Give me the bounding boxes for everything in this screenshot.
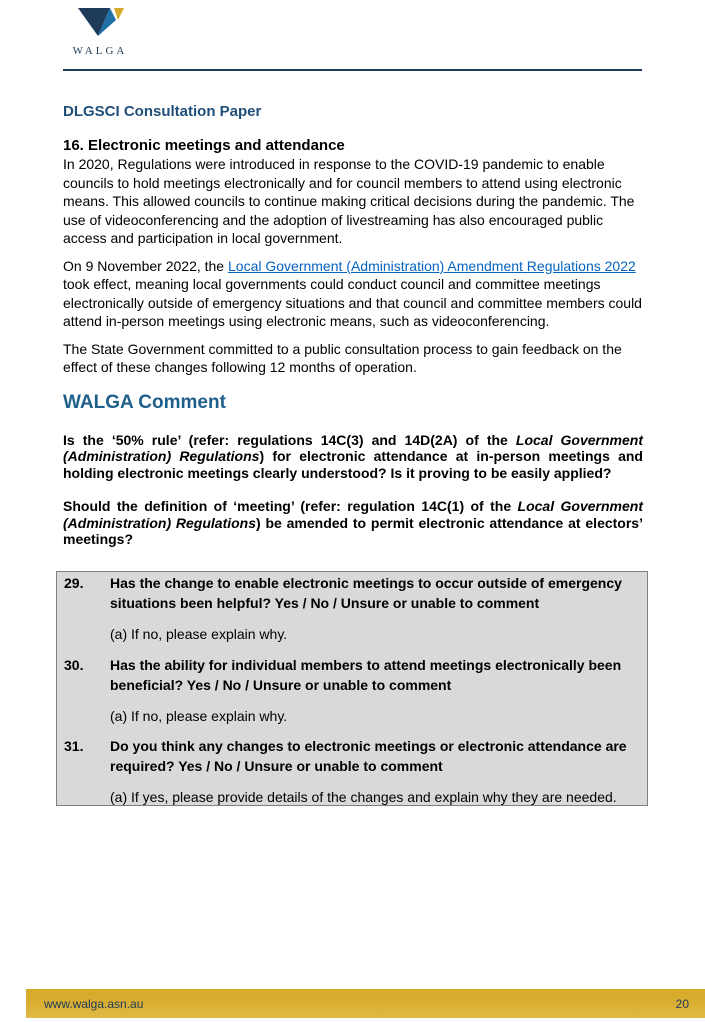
- question-number: 29.: [64, 575, 84, 591]
- section-heading: 16. Electronic meetings and attendance: [63, 137, 345, 154]
- footer-url: www.walga.asn.au: [44, 997, 144, 1011]
- question-number: 30.: [64, 657, 84, 673]
- question-subitem: (a) If no, please explain why.: [110, 708, 288, 724]
- question-1-rest: ) for electronic attendance at in-person meetings and holding electronic meetings clearly understood? Is it proving to be easily applied?: [63, 448, 643, 482]
- question-2-regulation: Local Government (Administration) Regulations: [63, 497, 643, 531]
- consultation-questions-box: [56, 571, 648, 806]
- walga-logo-icon: [76, 6, 124, 40]
- comment-question-2: [63, 498, 643, 548]
- question-subitem: (a) If yes, please provide details of the changes and explain why they are needed.: [110, 789, 617, 805]
- document-title: DLGSCI Consultation Paper: [63, 103, 262, 120]
- header-divider: [63, 69, 642, 71]
- question-text: Do you think any changes to electronic meetings or electronic attendance are required? Yes / No / Unsure or unable to comment: [110, 738, 627, 774]
- question-number: 31.: [64, 738, 84, 754]
- question-text: Has the change to enable electronic meetings to occur outside of emergency situations been helpful? Yes / No / Unsure or unable to comment: [110, 575, 622, 611]
- question-1-lead: Is the ‘50% rule’ (refer: regulations 14C(3) and 14D(2A) of the: [63, 431, 516, 448]
- regulations-link[interactable]: Local Government (Administration) Amendment Regulations 2022: [228, 257, 636, 274]
- paragraph-2-lead: On 9 November 2022, the: [63, 257, 228, 274]
- question-2-lead: Should the definition of ‘meeting’ (refer: regulation 14C(1) of the: [63, 497, 518, 514]
- section-paragraph-3: The State Government committed to a public consultation process to gain feedback on the effect of these changes following 12 months of operation.: [63, 340, 622, 375]
- section-paragraph-1: In 2020, Regulations were introduced in response to the COVID-19 pandemic to enable councils to hold meetings electronically and for council members to attend using electronic means. This allowed councils to continue making critical decisions during the pandemic. The use of videoconferencing and the adoption of livestreaming has also encouraged public access and participation in local government.: [63, 156, 635, 246]
- question-subitem: (a) If no, please explain why.: [110, 626, 288, 642]
- section-paragraph-2: [63, 257, 643, 331]
- paragraph-2-rest: took effect, meaning local governments could conduct council and committee meetings electronically outside of emergency situations and that council and committee members could attend in-person meetings using electronic means, such as videoconferencing.: [63, 276, 642, 329]
- main-content: [63, 103, 643, 564]
- question-2-rest: ) be amended to permit electronic attendance at electors’ meetings?: [63, 514, 643, 548]
- question-1-regulation: Local Government (Administration) Regulations: [63, 431, 644, 465]
- walga-logo: [68, 6, 132, 56]
- question-text: Has the ability for individual members to attend meetings electronically been beneficial? Yes / No / Unsure or unable to comment: [110, 657, 622, 693]
- page-number: 20: [675, 997, 689, 1011]
- comment-question-1: [63, 432, 643, 482]
- walga-comment-heading: WALGA Comment: [63, 391, 226, 413]
- logo-wordmark: WALGA: [72, 45, 128, 57]
- page-footer: [26, 989, 705, 1018]
